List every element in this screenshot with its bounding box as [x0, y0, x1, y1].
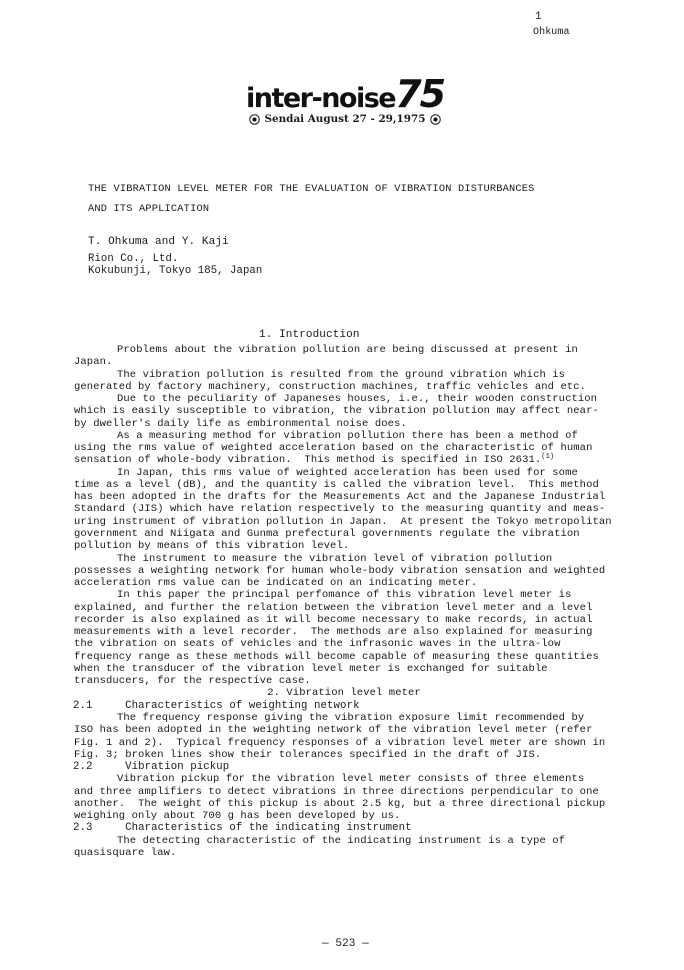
seal-icon: [430, 114, 441, 125]
text-line: Due to the peculiarity of Japaneses houses, i.e., their wooden construction: [117, 393, 598, 406]
text-line: time as a level (dB), and the quantity is called the vibration level. This method: [74, 478, 599, 491]
text-line: recorder is also explained as it will become necessary to make records, in actual: [74, 613, 593, 626]
text-line: Japan.: [74, 356, 113, 369]
text-line: the vibration on seats of vehicles and the infrasonic waves in the ultra-low: [74, 638, 561, 651]
text-line: generated by factory machinery, construction machines, traffic vehicles and etc.: [74, 380, 587, 393]
text-line: The frequency response giving the vibration exposure limit recommended by: [117, 711, 585, 724]
text-line: and three amplifiers to detect vibrations in three directions perpendicular to one: [74, 785, 599, 798]
text-line: Vibration pickup for the vibration level meter consists of three elements: [117, 773, 585, 786]
text-line: pollution by means of this vibration level.: [74, 540, 350, 553]
text-line-content: sensation of whole-body vibration. This method is specified in ISO 2631.: [74, 454, 542, 467]
text-line: In Japan, this rms value of weighted acceleration has been used for some: [117, 466, 578, 479]
text-line: Standard (JIS) which have relation respectively to the measuring quantity and meas-: [74, 503, 606, 516]
text-line: government and Niigata and Gunma prefectural governments regulate the vibration: [74, 527, 580, 540]
text-line: which is easily susceptible to vibration, the vibration pollution may affect near-: [74, 405, 599, 418]
subsection-heading-2-2: 2.2 Vibration pickup: [73, 761, 230, 774]
text-line: acceleration rms value can be indicated on an indicating meter.: [74, 577, 478, 590]
text-line: transducers, for the respective case.: [74, 675, 311, 688]
logo-subtitle: [240, 113, 450, 125]
page-number: 1: [535, 11, 542, 23]
text-line: As a measuring method for vibration pollution there has been a method of: [117, 429, 578, 442]
author-tag: Ohkuma: [533, 27, 570, 38]
text-line: another. The weight of this pickup is about 2.5 kg, but a three directional pickup: [74, 797, 606, 810]
authors: T. Ohkuma and Y. Kaji: [88, 236, 229, 248]
subsection-heading-2-1: 2.1 Characteristics of weighting network: [73, 699, 360, 712]
paper-title-line-1: THE VIBRATION LEVEL METER FOR THE EVALUATION OF VIBRATION DISTURBANCES: [88, 183, 535, 195]
reference-marker: (1): [541, 453, 555, 462]
address: Kokubunji, Tokyo 185, Japan: [88, 265, 263, 277]
body-text: [74, 344, 614, 859]
text-line: In this paper the principal perfomance of this vibration level meter is: [117, 589, 572, 602]
text-line: ISO has been adopted in the weighting network of the vibration level meter (refer: [74, 724, 593, 737]
text-line: has been adopted in the drafts for the Measurements Act and the Japanese Industrial: [74, 491, 606, 504]
text-line: Fig. 1 and 2). Typical frequency responses of a vibration level meter are shown in: [74, 736, 606, 749]
logo-year: 75: [395, 72, 445, 116]
paper-title-line-2: AND ITS APPLICATION: [88, 203, 210, 215]
logo-text: inter-noise: [245, 83, 396, 114]
text-line: quasisquare law.: [74, 846, 177, 859]
text-line: Problems about the vibration pollution are being discussed at present in: [117, 344, 578, 356]
text-line: explained, and further the relation between the vibration level meter and a level: [74, 601, 593, 614]
section-heading-vibration-level-meter: 2. Vibration level meter: [267, 687, 421, 700]
text-line: possesses a weighting network for human whole-body vibration sensation and weighted: [74, 564, 606, 577]
text-line: uring instrument of vibration pollution in Japan. At present the Tokyo metropolitan: [74, 515, 612, 528]
conference-logo: [240, 72, 450, 125]
text-line: The instrument to measure the vibration level of vibration pollution: [117, 552, 553, 565]
logo-wordmark: [240, 72, 450, 116]
subsection-heading-2-3: 2.3 Characteristics of the indicating instrument: [73, 822, 412, 835]
text-line: measurements with a level recorder. The methods are also explained for measuring: [74, 626, 593, 639]
text-line: [74, 454, 614, 466]
section-heading-introduction: 1. Introduction: [259, 329, 360, 341]
text-line: Fig. 3; broken lines show their tolerances specified in the draft of JIS.: [74, 748, 542, 761]
text-line: when the transducer of the vibration level meter is exchanged for suitable: [74, 662, 548, 675]
organization: Rion Co., Ltd.: [88, 253, 179, 265]
text-line: The vibration pollution is resulted from the ground vibration which is: [117, 368, 566, 381]
page-footer-number: — 523 —: [322, 938, 369, 950]
text-line: frequency range as these methods will become capable of measuring these quantities: [74, 650, 599, 663]
text-line: The detecting characteristic of the indicating instrument is a type of: [117, 834, 566, 847]
logo-subtitle-text: Sendai August 27 - 29,1975: [264, 113, 426, 125]
text-line: by dweller's daily life as embironmental noise does.: [74, 417, 407, 430]
text-line: weighing only about 700 g has been developed by us.: [74, 810, 401, 823]
text-line: using the rms value of weighted acceleration based on the characteristic of human: [74, 442, 593, 455]
seal-icon: [249, 114, 260, 125]
